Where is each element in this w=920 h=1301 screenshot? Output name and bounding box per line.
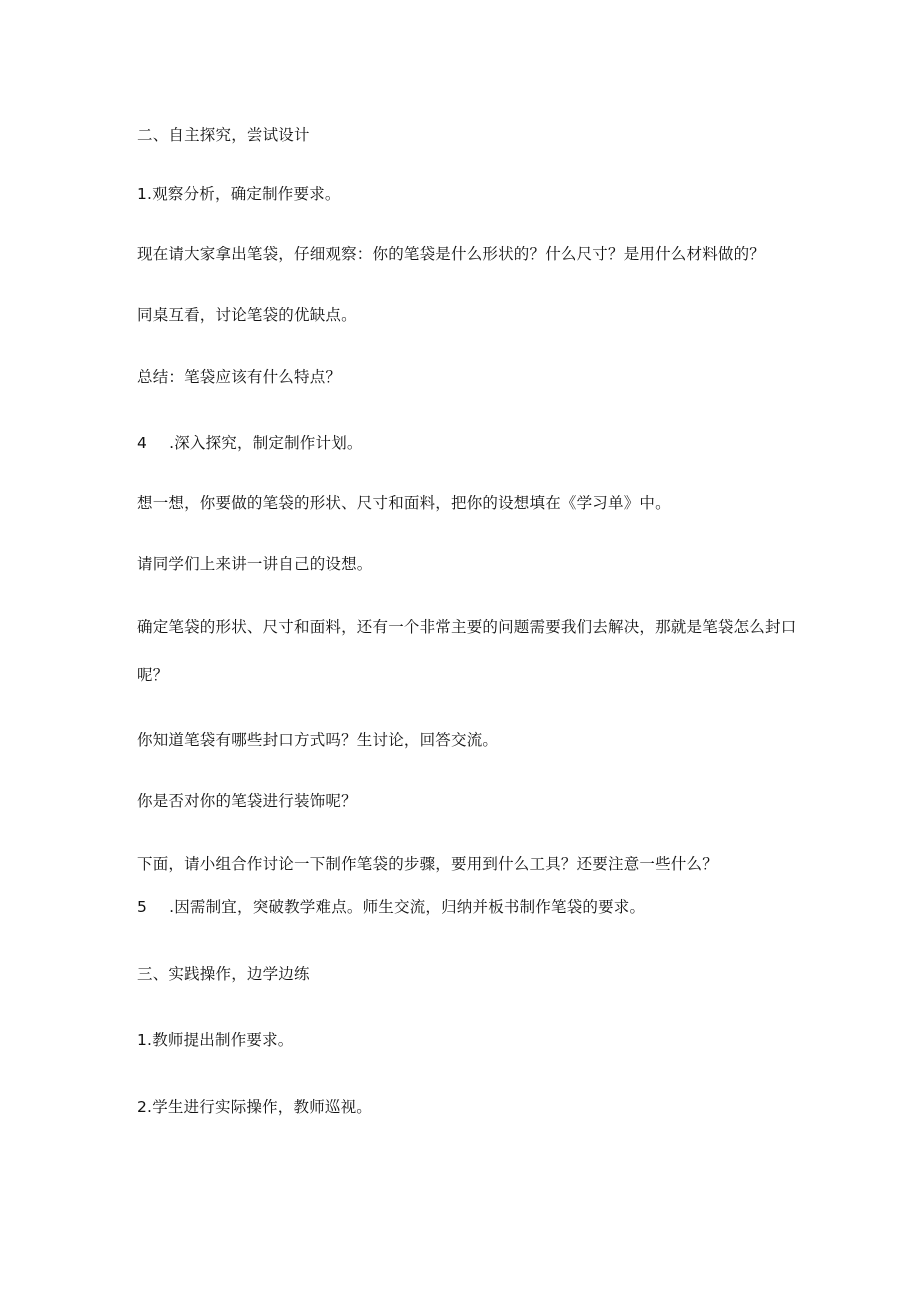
paragraph-observe: 现在请大家拿出笔袋，仔细观察：你的笔袋是什么形状的？什么尺寸？是用什么材料做的？ bbox=[137, 245, 766, 263]
practice-step-2: 2.学生进行实际操作，教师巡视。 bbox=[137, 1098, 372, 1116]
paragraph-closure: 确定笔袋的形状、尺寸和面料，还有一个非常主要的问题需要我们去解决，那就是笔袋怎么封口 bbox=[137, 618, 797, 636]
step-1-heading: 1.观察分析，确定制作要求。 bbox=[137, 185, 341, 203]
paragraph-share: 请同学们上来讲一讲自己的设想。 bbox=[137, 555, 373, 573]
step-4-text: .深入探究，制定制作计划。 bbox=[169, 434, 363, 452]
section-heading-3: 三、实践操作，边学边练 bbox=[137, 965, 310, 983]
paragraph-summary: 总结：笔袋应该有什么特点？ bbox=[137, 368, 342, 386]
paragraph-closure-cont: 呢？ bbox=[137, 666, 169, 684]
step-4-number: 4 bbox=[137, 434, 148, 452]
paragraph-discuss: 同桌互看，讨论笔袋的优缺点。 bbox=[137, 306, 357, 324]
step-5-text: .因需制宜，突破教学难点。师生交流，归纳并板书制作笔袋的要求。 bbox=[169, 898, 646, 916]
paragraph-think: 想一想，你要做的笔袋的形状、尺寸和面料，把你的设想填在《学习单》中。 bbox=[137, 494, 671, 512]
paragraph-closure-methods: 你知道笔袋有哪些封口方式吗？生讨论，回答交流。 bbox=[137, 731, 499, 749]
section-heading-2: 二、自主探究，尝试设计 bbox=[137, 126, 310, 144]
paragraph-decorate: 你是否对你的笔袋进行装饰呢？ bbox=[137, 792, 357, 810]
step-5-number: 5 bbox=[137, 898, 148, 916]
practice-step-1: 1.教师提出制作要求。 bbox=[137, 1031, 294, 1049]
step-5-heading bbox=[137, 896, 645, 918]
step-4-heading bbox=[137, 432, 363, 454]
paragraph-steps: 下面，请小组合作讨论一下制作笔袋的步骤，要用到什么工具？还要注意一些什么？ bbox=[137, 855, 718, 873]
